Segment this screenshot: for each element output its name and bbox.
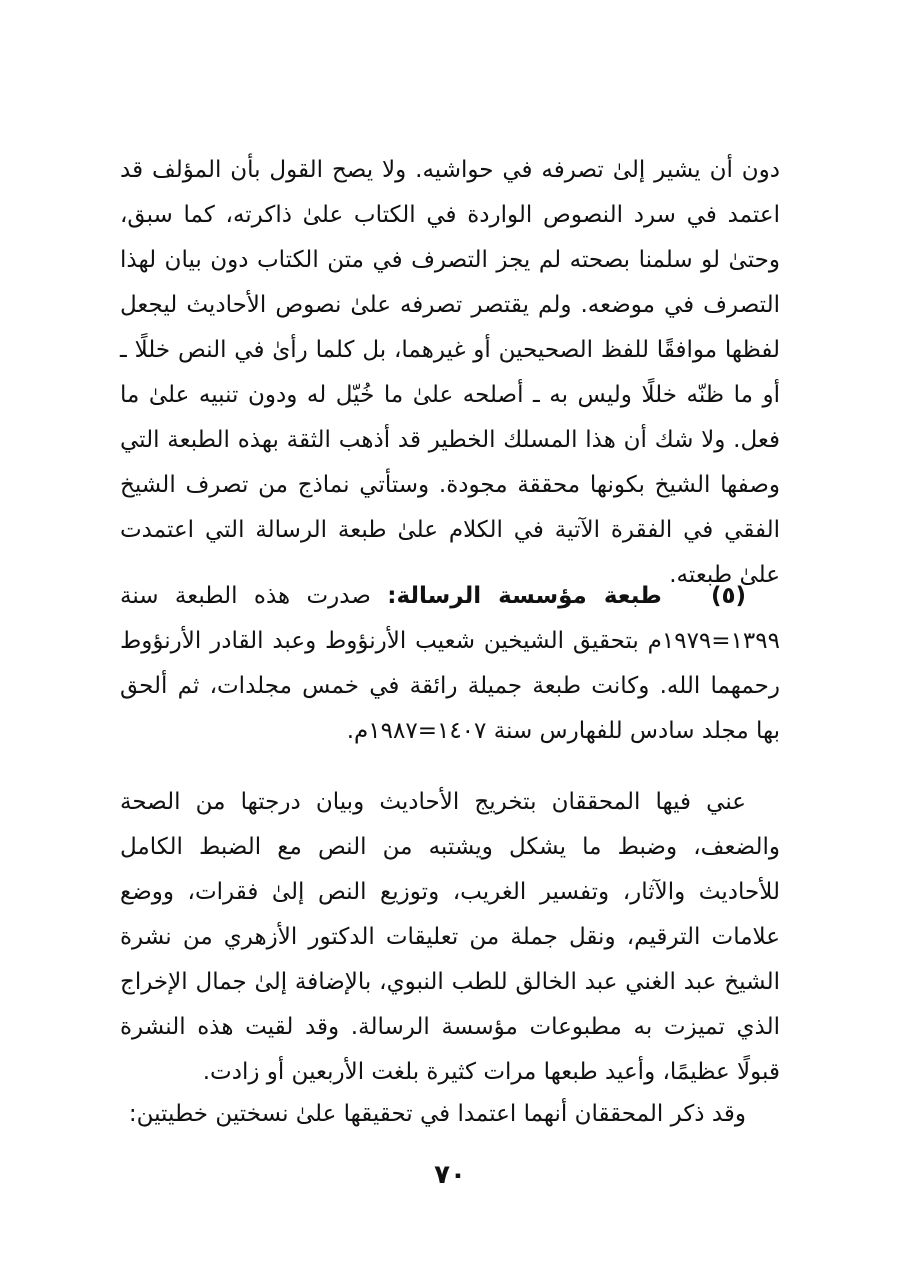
paragraph-text: عني فيها المحققان بتخريج الأحاديث وبيان درجتها من الصحة والضعف، وضبط ما يشكل ويشتبه من النص مع الضبط الكامل للأحاديث والآثار، وتفسير الغريب، وتوزيع النص إلىٰ فقرات، ووضع علامات الترقيم، ونقل جملة من تعليقات الدكتور الأزهري من نشرة الشيخ عبد الغني عبد الخالق للطب النبوي، بالإضافة إلىٰ جمال الإخراج الذي تميزت به مطبوعات مؤسسة الرسالة. وقد لقيت هذه النشرة قبولًا عظيمًا، وأعيد طبعها مرات كثيرة بلغت الأربعين أو زادت. [120,789,780,1085]
section-text: صدرت هذه الطبعة سنة ١٣٩٩=١٩٧٩م بتحقيق الشيخين شعيب الأرنؤوط وعبد القادر الأرنؤوط رحمهما الله. وكانت طبعة جميلة رائقة في خمس مجلدات، ثم ألحق بها مجلد سادس للفهارس سنة ١٤٠٧=١٩٨٧م. [120,583,780,744]
paragraph-text: وقد ذكر المحققان أنهما اعتمدا في تحقيقها علىٰ نسختين خطيتين: [128,1101,746,1127]
paragraph-risala-edition [120,574,780,754]
paragraph-continuation: دون أن يشير إلىٰ تصرفه في حواشيه. ولا يصح القول بأن المؤلف قد اعتمد في سرد النصوص الواردة في الكتاب علىٰ ذاكرته، كما سبق، وحتىٰ لو سلمنا بصحته لم يجز التصرف في متن الكتاب دون بيان لهذا التصرف في موضعه. ولم يقتصر تصرفه علىٰ نصوص الأحاديث ليجعل لفظها موافقًا للفظ الصحيحين أو غيرهما، بل كلما رأىٰ في النص خللًا ـ أو ما ظنّه خللًا وليس به ـ أصلحه علىٰ ما خُيّل له ودون تنبيه علىٰ ما فعل. ولا شك أن هذا المسلك الخطير قد أذهب الثقة بهذه الطبعة التي وصفها الشيخ بكونها محققة مجودة. وستأتي نماذج من تصرف الشيخ الفقي في الفقرة الآتية في الكلام علىٰ طبعة الرسالة التي اعتمدت علىٰ طبعته. [120,157,780,588]
section-number: (٥) [710,583,747,609]
paragraph-editors-work [120,780,780,1095]
section-heading: طبعة مؤسسة الرسالة: [387,583,662,609]
page-number: ٧٠ [434,1160,466,1190]
paragraph-manuscripts [120,1092,780,1137]
